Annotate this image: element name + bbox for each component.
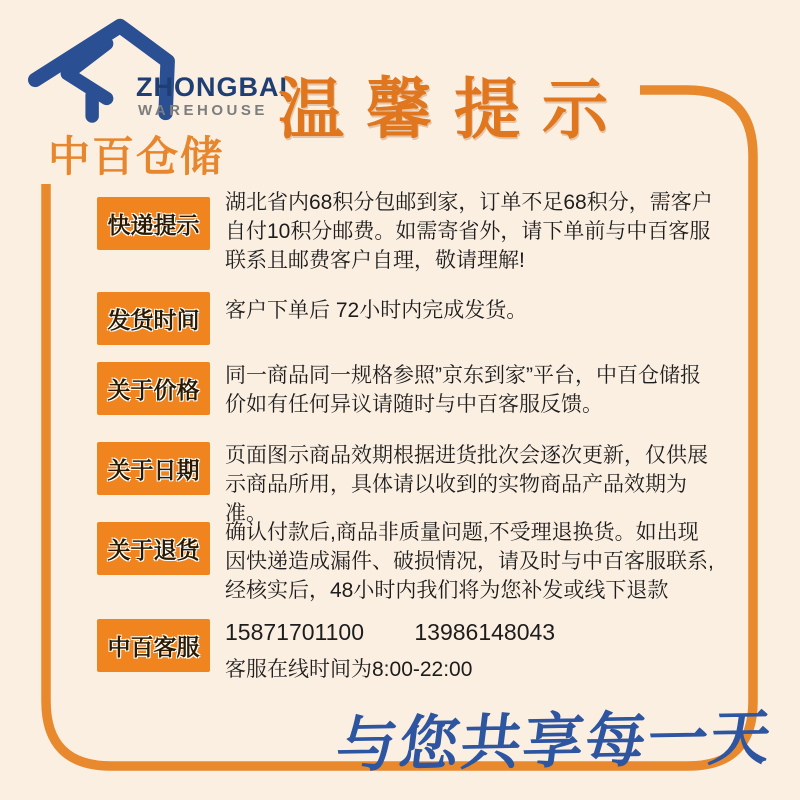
page-title: 温馨提示 <box>278 72 630 146</box>
section-label-shipping-time: 发货时间 <box>97 292 210 345</box>
section-label-express: 快递提示 <box>97 197 210 250</box>
section-text-date: 页面图示商品效期根据进货批次会逐次更新，仅供展示商品所用，具体请以收到的实物商品产品效期为准。 <box>225 444 708 525</box>
section-label-returns: 关于退货 <box>97 522 210 575</box>
customer-service-phones <box>225 619 555 645</box>
section-label-price: 关于价格 <box>97 362 210 415</box>
section-text-price: 同一商品同一规格参照”京东到家”平台，中百仓储报价如有任何异议请随时与中百客服反馈。 <box>225 364 701 416</box>
footer-slogan: 与您共享每一天 <box>332 705 776 779</box>
section-label-date: 关于日期 <box>97 442 210 495</box>
section-text-customer-service <box>225 618 719 684</box>
section-text-returns: 确认付款后,商品非质量问题,不受理退换货。如出现因快递造成漏件、破损情况，请及时与中百客服联系,经核实后，48小时内我们将为您补发或线下退款 <box>225 521 714 602</box>
customer-service-hours: 客服在线时间为8:00-22:00 <box>225 658 473 681</box>
section-text-shipping-time: 客户下单后 72小时内完成发货。 <box>225 299 528 322</box>
section-text-express: 湖北省内68积分包邮到家，订单不足68积分，需客户自付10积分邮费。如需寄省外，请下单前与中百客服联系且邮费客户自理，敬请理解! <box>225 191 713 272</box>
phone-number-2: 13986148043 <box>414 619 556 645</box>
brand-name-sub: WAREHOUSE <box>138 102 268 119</box>
brand-name-en: ZHONGBAI <box>136 72 288 102</box>
section-label-customer-service: 中百客服 <box>97 619 210 672</box>
brand-name-cn: 中百仓储 <box>48 133 225 180</box>
phone-number-1: 15871701100 <box>225 619 364 645</box>
